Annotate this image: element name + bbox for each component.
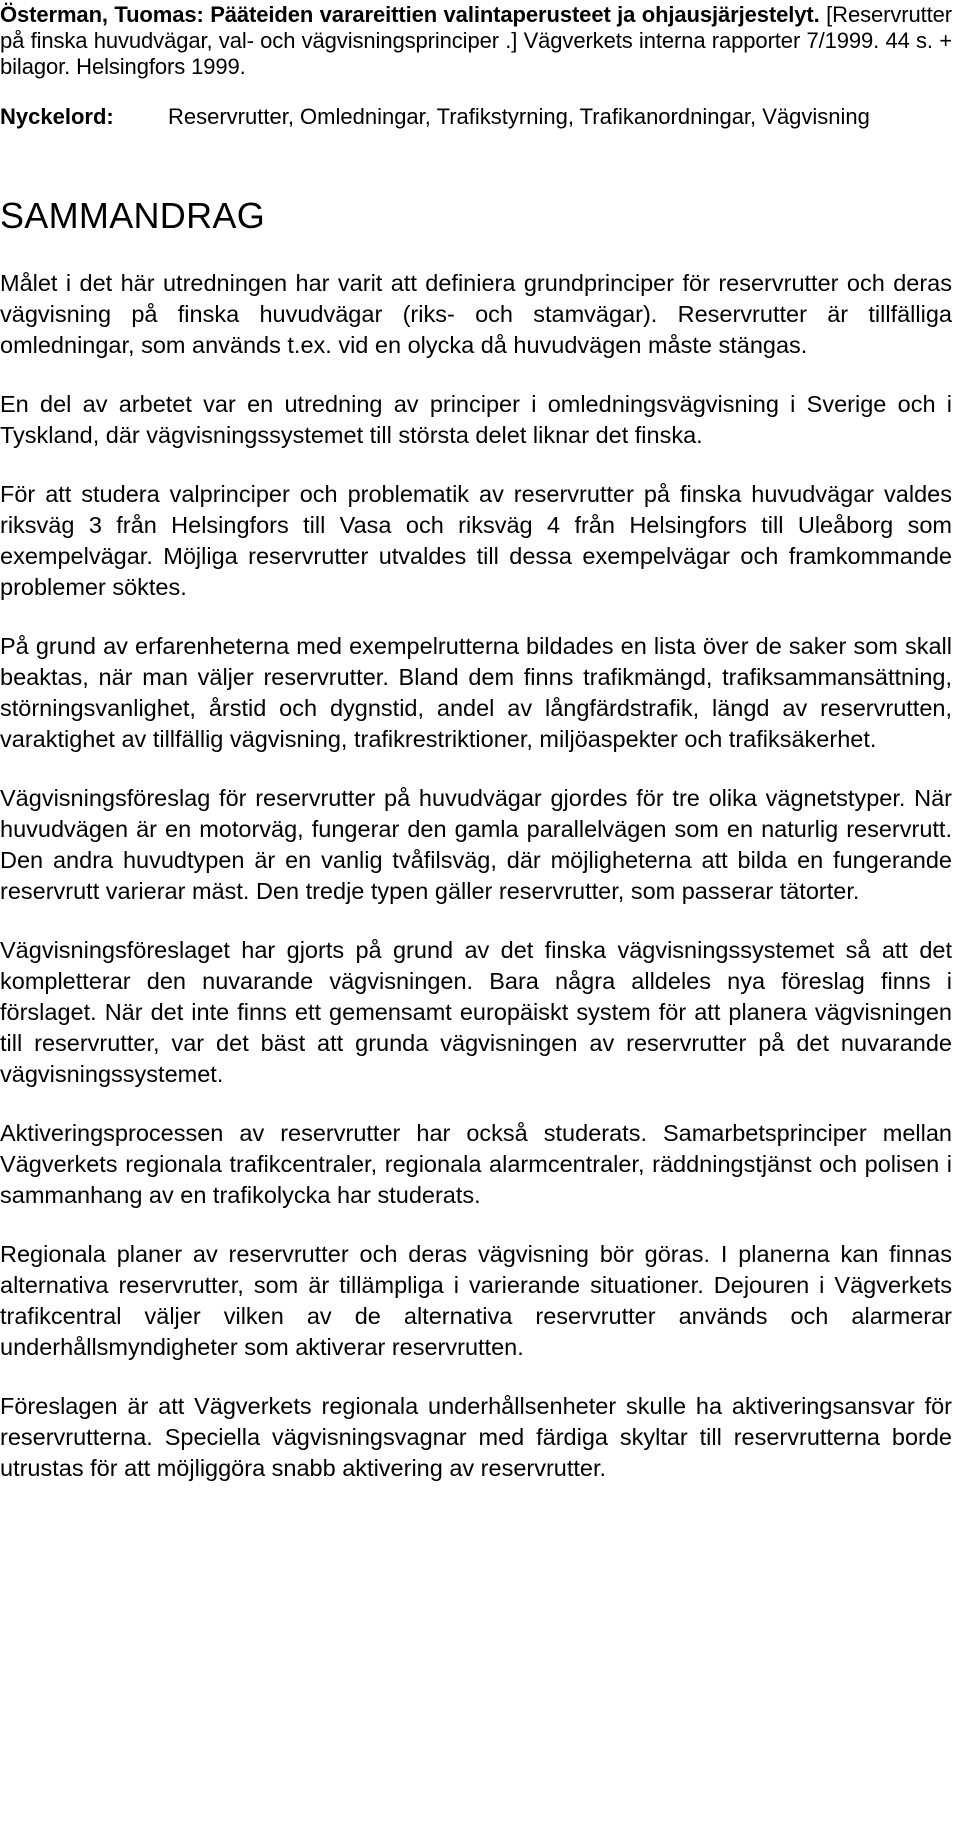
- citation: [0, 2, 952, 80]
- paragraph-4: På grund av erfarenheterna med exempelrutterna bildades en lista över de saker som skall beaktas, när man väljer reservrutter. Bland dem finns trafikmängd, trafiksammansättning, störningsvanlighet, årstid och dygnstid, andel av långfärdstrafik, längd av reservrutten, varaktighet av tillfällig vägvisning, trafikrestriktioner, miljöaspekter och trafiksäkerhet.: [0, 633, 952, 752]
- keywords-label: Nyckelord:: [0, 104, 114, 129]
- paragraph-2: En del av arbetet var en utredning av principer i omledningsvägvisning i Sverige och i Tyskland, där vägvisningssystemet till största delet liknar det finska.: [0, 391, 952, 448]
- paragraph-8: Regionala planer av reservrutter och deras vägvisning bör göras. I planerna kan finnas alternativa reservrutter, som är tillämpliga i varierande situationer. Dejouren i Vägverkets trafikcentral väljer vilken av de alternativa reservrutter används och alarmerar underhållsmyndigheter som aktiverar reservrutten.: [0, 1241, 952, 1360]
- paragraph-5: Vägvisningsföreslag för reservrutter på huvudvägar gjordes för tre olika vägnetstyper. När huvudvägen är en motorväg, fungerar den gamla parallelvägen som en naturlig reservrutt. Den andra huvudtypen är en vanlig tvåfilsväg, där möjligheterna att bilda en fungerande reservrutt varierar mäst. Den tredje typen gäller reservrutter, som passerar tätorter.: [0, 785, 952, 904]
- citation-title: Pääteiden varareittien valintaperusteet ja ohjausjärjestelyt.: [210, 2, 820, 27]
- citation-details: [Reservrutter på finska huvudvägar, val- och vägvisningsprinciper .] Vägverkets interna rapporter 7/1999. 44 s. + bilagor. Helsingfors 1999.: [0, 2, 953, 79]
- section-heading: SAMMANDRAG: [0, 195, 266, 236]
- keywords: [0, 104, 952, 130]
- paragraph-1: Målet i det här utredningen har varit att definiera grundprinciper för reservrutter och deras vägvisning på finska huvudvägar (riks- och stamvägar). Reservrutter är tillfälliga omledningar, som används t.ex. vid en olycka då huvudvägen måste stängas.: [0, 270, 952, 358]
- paragraph-3: För att studera valprinciper och problematik av reservrutter på finska huvudvägar valdes riksväg 3 från Helsingfors till Vasa och riksväg 4 från Helsingfors till Uleåborg som exempelvägar. Möjliga reservrutter utvaldes till dessa exempelvägar och framkommande problemer söktes.: [0, 481, 952, 600]
- summary-body: [0, 268, 952, 1484]
- keywords-value: Reservrutter, Omledningar, Trafikstyrning, Trafikanordningar, Vägvisning: [168, 104, 870, 129]
- paragraph-7: Aktiveringsprocessen av reservrutter har också studerats. Samarbetsprinciper mellan Vägverkets regionala trafikcentraler, regionala alarmcentraler, räddningstjänst och polisen i sammanhang av en trafikolycka har studerats.: [0, 1120, 952, 1208]
- paragraph-9: Föreslagen är att Vägverkets regionala underhållsenheter skulle ha aktiveringsansvar för reservrutterna. Speciella vägvisningsvagnar med färdiga skyltar till reservrutterna borde utrustas för att möjliggöra snabb aktivering av reservrutter.: [0, 1393, 952, 1481]
- paragraph-6: Vägvisningsföreslaget har gjorts på grund av det finska vägvisningssystemet så att det kompletterar den nuvarande vägvisningen. Bara några alldeles nya föreslag finns i förslaget. När det inte finns ett gemensamt europäiskt system för att planera vägvisningen till reservrutter, var det bäst att grunda vägvisningen av reservrutter på det nuvarande vägvisningssystemet.: [0, 937, 952, 1087]
- citation-author: Österman, Tuomas:: [0, 2, 204, 27]
